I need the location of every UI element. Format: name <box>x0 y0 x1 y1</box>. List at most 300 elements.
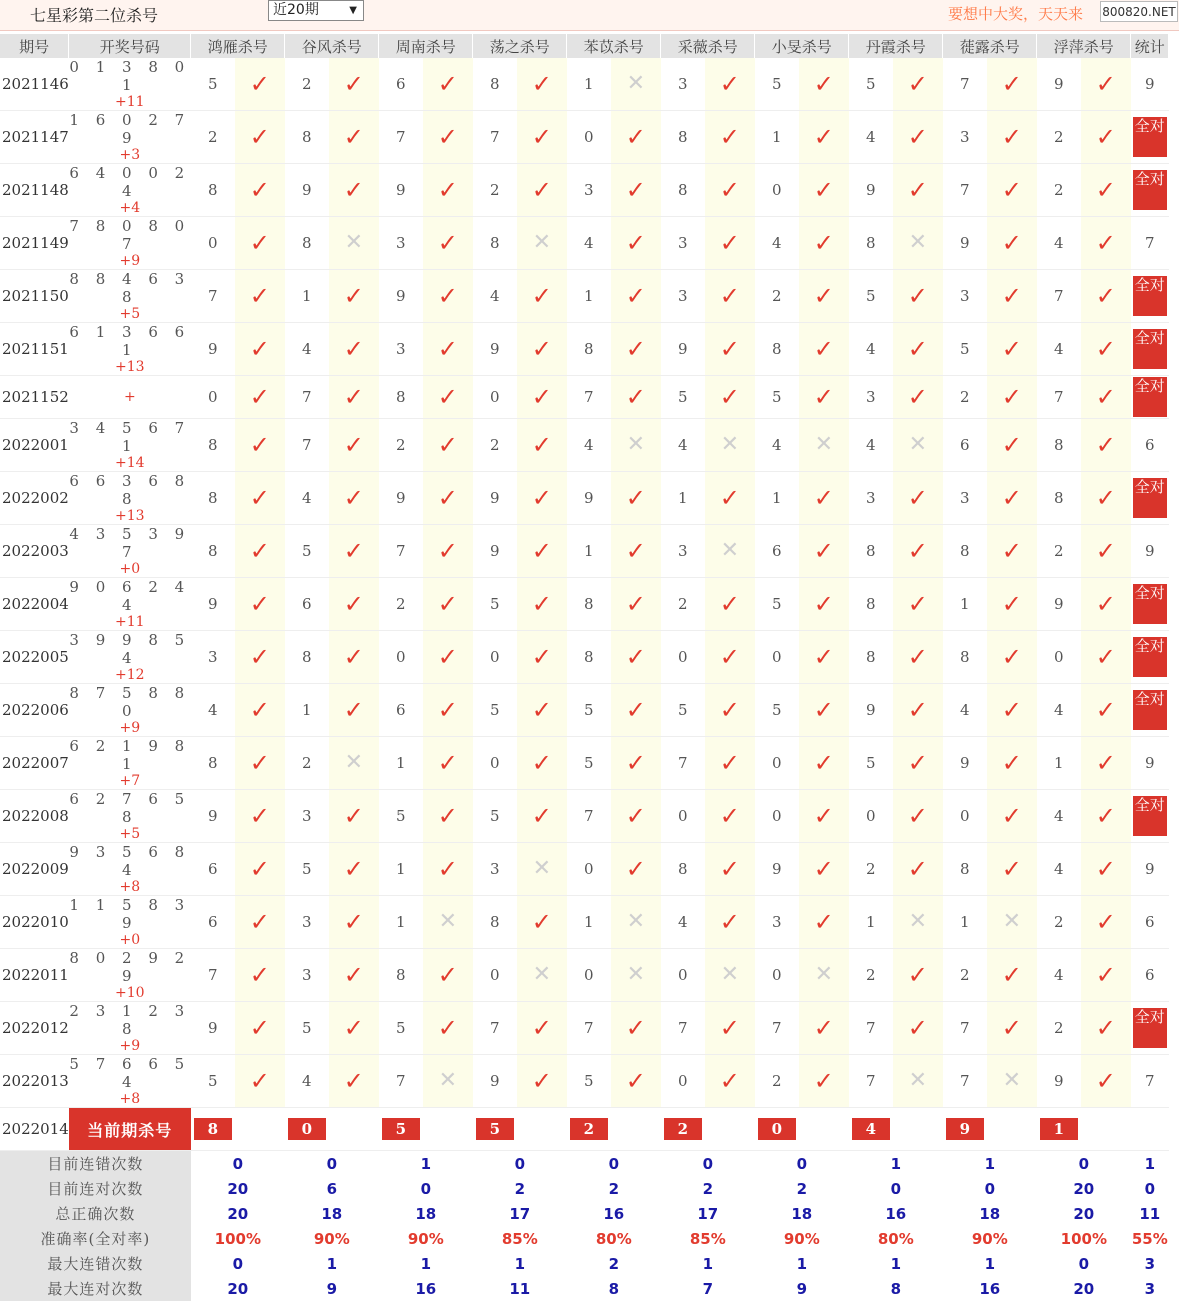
cross-icon: ✕ <box>987 896 1037 949</box>
check-icon: ✓ <box>987 790 1037 843</box>
stats-row <box>0 1151 1169 1177</box>
stats-value: 0 <box>796 1154 808 1173</box>
kill-number: 4 <box>567 217 611 270</box>
kill-number: 4 <box>849 419 893 472</box>
kill-number: 0 <box>473 949 517 1002</box>
row-stat <box>1131 164 1169 217</box>
cross-icon: ✕ <box>329 737 379 790</box>
cross-icon: ✕ <box>705 419 755 472</box>
kill-number: 9 <box>285 164 329 217</box>
kill-number: 0 <box>661 949 705 1002</box>
draw-numbers <box>69 684 191 737</box>
check-icon: ✓ <box>423 323 473 376</box>
check-icon: ✓ <box>1081 217 1131 270</box>
kill-number: 2 <box>755 270 799 323</box>
issue-number: 2021146 <box>0 58 69 111</box>
stats-value: 18 <box>791 1204 813 1223</box>
kill-number: 5 <box>755 376 799 419</box>
stats-value: 1 <box>890 1254 902 1273</box>
kill-number: 5 <box>285 843 329 896</box>
row-stat <box>1131 790 1169 843</box>
check-icon: ✓ <box>517 111 567 164</box>
issue-number: 2021149 <box>0 217 69 270</box>
draw-digits: 7 8 0 8 0 7 <box>69 217 191 253</box>
kill-number: 9 <box>191 790 235 843</box>
kill-number: 7 <box>661 1002 705 1055</box>
stats-label: 最大连错次数 <box>0 1251 191 1276</box>
all-right-badge: 全对 <box>1133 329 1167 369</box>
kill-number: 3 <box>943 270 987 323</box>
kill-number: 5 <box>567 1055 611 1108</box>
kill-number: 2 <box>473 419 517 472</box>
stats-value: 17 <box>509 1204 531 1223</box>
kill-number: 1 <box>379 737 423 790</box>
table-row <box>0 1002 1169 1055</box>
check-icon: ✓ <box>517 164 567 217</box>
stats-value: 3 <box>1144 1279 1156 1298</box>
stats-row <box>0 1201 1169 1226</box>
kill-number: 3 <box>191 631 235 684</box>
stats-row <box>0 1226 1169 1251</box>
check-icon: ✓ <box>705 1002 755 1055</box>
check-icon: ✓ <box>705 578 755 631</box>
table-row <box>0 896 1169 949</box>
stats-value: 17 <box>697 1204 719 1223</box>
issue-number: 2021152 <box>0 376 69 419</box>
row-stat <box>1131 1002 1169 1055</box>
kill-number: 1 <box>285 270 329 323</box>
cross-icon: ✕ <box>799 949 849 1002</box>
issue-number: 2022007 <box>0 737 69 790</box>
kill-number: 3 <box>473 843 517 896</box>
stats-value: 11 <box>509 1279 531 1298</box>
check-icon: ✓ <box>1081 1055 1131 1108</box>
check-icon: ✓ <box>517 896 567 949</box>
check-icon: ✓ <box>329 896 379 949</box>
row-stat: 6 <box>1131 896 1169 949</box>
kill-number: 6 <box>191 843 235 896</box>
cross-icon: ✕ <box>893 217 943 270</box>
current-kill-cell <box>755 1108 799 1151</box>
stats-label: 目前连错次数 <box>0 1151 191 1177</box>
kill-number: 9 <box>473 1055 517 1108</box>
kill-number: 3 <box>285 949 329 1002</box>
top-bar <box>0 0 1179 31</box>
issue-number: 2021151 <box>0 323 69 376</box>
kill-number: 7 <box>943 58 987 111</box>
check-icon: ✓ <box>329 843 379 896</box>
kill-number: 7 <box>379 111 423 164</box>
check-icon: ✓ <box>705 843 755 896</box>
stats-value: 20 <box>1073 1279 1095 1298</box>
row-stat: 9 <box>1131 58 1169 111</box>
check-icon: ✓ <box>517 631 567 684</box>
draw-digits: 8 7 5 8 8 0 <box>69 684 191 720</box>
draw-numbers <box>69 737 191 790</box>
column-header: 小旻杀号 <box>755 34 849 58</box>
check-icon: ✓ <box>799 843 849 896</box>
check-icon: ✓ <box>235 949 285 1002</box>
kill-number: 8 <box>849 578 893 631</box>
cross-icon: ✕ <box>799 419 849 472</box>
kill-number: 8 <box>943 631 987 684</box>
check-icon: ✓ <box>329 684 379 737</box>
draw-numbers <box>69 270 191 323</box>
check-icon: ✓ <box>329 525 379 578</box>
check-icon: ✓ <box>611 631 661 684</box>
check-icon: ✓ <box>893 58 943 111</box>
check-icon: ✓ <box>611 684 661 737</box>
kill-number: 4 <box>1037 684 1081 737</box>
table-row <box>0 631 1169 684</box>
cross-icon: ✕ <box>893 896 943 949</box>
table-row <box>0 525 1169 578</box>
kill-number: 0 <box>755 631 799 684</box>
draw-digits: 6 1 3 6 6 1 <box>69 323 191 359</box>
column-header: 荡之杀号 <box>473 34 567 58</box>
kill-number: 8 <box>661 111 705 164</box>
check-icon: ✓ <box>611 270 661 323</box>
check-icon: ✓ <box>987 578 1037 631</box>
kill-number: 5 <box>849 58 893 111</box>
check-icon: ✓ <box>517 578 567 631</box>
check-icon: ✓ <box>423 376 473 419</box>
check-icon: ✓ <box>517 1002 567 1055</box>
check-icon: ✓ <box>329 111 379 164</box>
kill-number: 4 <box>285 323 329 376</box>
kill-number: 3 <box>285 896 329 949</box>
issue-number: 2022011 <box>0 949 69 1002</box>
row-stat <box>1131 631 1169 684</box>
issue-number: 2021147 <box>0 111 69 164</box>
kill-number: 2 <box>191 111 235 164</box>
kill-number: 4 <box>1037 217 1081 270</box>
stats-value: 11 <box>1139 1204 1161 1223</box>
check-icon: ✓ <box>893 323 943 376</box>
promo-text: 要想中大奖，天天来 <box>948 5 1084 23</box>
kill-number: 1 <box>943 578 987 631</box>
stats-value: 2 <box>702 1179 714 1198</box>
table-row <box>0 790 1169 843</box>
current-kill-cell <box>1037 1108 1081 1151</box>
check-icon: ✓ <box>705 472 755 525</box>
draw-bonus: +9 <box>119 720 141 736</box>
check-icon: ✓ <box>893 376 943 419</box>
check-icon: ✓ <box>799 1055 849 1108</box>
check-icon: ✓ <box>893 525 943 578</box>
kill-number: 6 <box>191 896 235 949</box>
kill-number: 1 <box>943 896 987 949</box>
kill-number: 4 <box>1037 790 1081 843</box>
kill-number: 8 <box>379 949 423 1002</box>
check-icon: ✓ <box>611 737 661 790</box>
check-icon: ✓ <box>987 684 1037 737</box>
check-icon: ✓ <box>705 1055 755 1108</box>
check-icon: ✓ <box>1081 164 1131 217</box>
check-icon: ✓ <box>235 578 285 631</box>
kill-number: 7 <box>473 1002 517 1055</box>
draw-digits: 5 7 6 6 5 4 <box>69 1055 191 1091</box>
draw-digits: 9 0 6 2 4 4 <box>69 578 191 614</box>
draw-numbers <box>69 578 191 631</box>
kill-number: 7 <box>191 270 235 323</box>
kill-number: 5 <box>285 525 329 578</box>
check-icon: ✓ <box>799 323 849 376</box>
current-kill-number: 4 <box>852 1118 890 1140</box>
chevron-down-icon: ▼ <box>349 5 357 16</box>
all-right-badge: 全对 <box>1133 584 1167 624</box>
kill-number: 3 <box>379 323 423 376</box>
kill-number: 8 <box>567 631 611 684</box>
check-icon: ✓ <box>705 58 755 111</box>
kill-number: 3 <box>285 790 329 843</box>
period-select-value: 近20期 <box>273 2 319 18</box>
kill-number: 8 <box>285 217 329 270</box>
kill-number: 3 <box>755 896 799 949</box>
kill-number: 4 <box>755 419 799 472</box>
check-icon: ✓ <box>235 684 285 737</box>
draw-numbers <box>69 525 191 578</box>
check-icon: ✓ <box>893 949 943 1002</box>
stats-value: 90% <box>971 1229 1008 1248</box>
kill-number: 7 <box>849 1055 893 1108</box>
check-icon: ✓ <box>423 843 473 896</box>
kill-number: 8 <box>567 578 611 631</box>
kill-number: 3 <box>943 472 987 525</box>
check-icon: ✓ <box>987 111 1037 164</box>
kill-number: 9 <box>379 270 423 323</box>
kill-number: 1 <box>661 472 705 525</box>
check-icon: ✓ <box>893 164 943 217</box>
issue-number: 2022013 <box>0 1055 69 1108</box>
check-icon: ✓ <box>1081 896 1131 949</box>
current-stat-cell <box>1131 1108 1169 1151</box>
draw-numbers <box>69 419 191 472</box>
kill-number-table <box>0 34 1169 1301</box>
site-badge[interactable]: 800820.NET <box>1100 1 1178 22</box>
check-icon: ✓ <box>423 472 473 525</box>
kill-number: 9 <box>849 684 893 737</box>
stats-label: 目前连对次数 <box>0 1176 191 1201</box>
check-icon: ✓ <box>423 949 473 1002</box>
table-row <box>0 270 1169 323</box>
check-icon: ✓ <box>987 472 1037 525</box>
column-header: 统计 <box>1131 34 1169 58</box>
issue-number: 2022005 <box>0 631 69 684</box>
draw-bonus: +9 <box>119 1038 141 1054</box>
draw-digits: 0 1 3 8 0 1 <box>69 58 191 94</box>
check-icon: ✓ <box>893 1002 943 1055</box>
check-icon: ✓ <box>799 217 849 270</box>
stats-value: 0 <box>890 1179 902 1198</box>
check-icon: ✓ <box>611 323 661 376</box>
stats-value: 7 <box>702 1279 714 1298</box>
all-right-badge: 全对 <box>1133 170 1167 210</box>
check-icon: ✓ <box>611 217 661 270</box>
check-icon: ✓ <box>611 843 661 896</box>
check-icon: ✓ <box>987 323 1037 376</box>
check-icon: ✓ <box>1081 684 1131 737</box>
kill-number: 7 <box>1037 376 1081 419</box>
kill-number: 1 <box>567 896 611 949</box>
stats-value: 2 <box>608 1254 620 1273</box>
stats-value: 9 <box>326 1279 338 1298</box>
stats-value: 1 <box>984 1254 996 1273</box>
check-icon: ✓ <box>235 525 285 578</box>
kill-number: 4 <box>1037 323 1081 376</box>
draw-numbers <box>69 1055 191 1108</box>
kill-number: 2 <box>755 1055 799 1108</box>
issue-number: 2021148 <box>0 164 69 217</box>
stats-value: 8 <box>608 1279 620 1298</box>
check-icon: ✓ <box>423 217 473 270</box>
check-icon: ✓ <box>1081 376 1131 419</box>
kill-number: 7 <box>849 1002 893 1055</box>
stats-value: 100% <box>1060 1229 1107 1248</box>
column-header: 采薇杀号 <box>661 34 755 58</box>
kill-number: 7 <box>285 376 329 419</box>
kill-number: 4 <box>285 1055 329 1108</box>
stats-value: 0 <box>984 1179 996 1198</box>
kill-number: 0 <box>661 631 705 684</box>
kill-number: 7 <box>943 164 987 217</box>
kill-number: 1 <box>567 270 611 323</box>
kill-number: 0 <box>473 376 517 419</box>
draw-numbers <box>69 1002 191 1055</box>
stats-value: 1 <box>514 1254 526 1273</box>
kill-number: 9 <box>473 525 517 578</box>
kill-number: 8 <box>379 376 423 419</box>
check-icon: ✓ <box>517 684 567 737</box>
check-icon: ✓ <box>1081 949 1131 1002</box>
check-icon: ✓ <box>1081 1002 1131 1055</box>
check-icon: ✓ <box>893 270 943 323</box>
draw-digits: 6 6 3 6 8 8 <box>69 472 191 508</box>
check-icon: ✓ <box>799 790 849 843</box>
page-title: 七星彩第二位杀号 <box>30 6 159 25</box>
check-icon: ✓ <box>235 58 285 111</box>
kill-number: 9 <box>661 323 705 376</box>
stats-value: 0 <box>232 1254 244 1273</box>
kill-number: 6 <box>943 419 987 472</box>
check-icon: ✓ <box>987 270 1037 323</box>
kill-number: 5 <box>661 684 705 737</box>
kill-number: 7 <box>379 1055 423 1108</box>
check-icon: ✓ <box>611 164 661 217</box>
check-icon: ✓ <box>987 58 1037 111</box>
stats-value: 20 <box>227 1204 249 1223</box>
draw-bonus: +7 <box>119 773 141 789</box>
current-kill-number: 0 <box>758 1118 796 1140</box>
kill-number: 7 <box>661 737 705 790</box>
check-icon: ✓ <box>705 684 755 737</box>
check-icon: ✓ <box>705 631 755 684</box>
kill-number: 9 <box>191 1002 235 1055</box>
table-row <box>0 376 1169 419</box>
stats-value: 20 <box>227 1179 249 1198</box>
kill-number: 4 <box>661 419 705 472</box>
check-icon: ✓ <box>517 525 567 578</box>
stats-value: 9 <box>796 1279 808 1298</box>
current-kill-number: 5 <box>476 1118 514 1140</box>
kill-number: 9 <box>191 578 235 631</box>
table-row <box>0 949 1169 1002</box>
kill-number: 8 <box>567 323 611 376</box>
cross-icon: ✕ <box>611 896 661 949</box>
check-icon: ✓ <box>517 323 567 376</box>
draw-digits: 8 0 2 9 2 9 <box>69 949 191 985</box>
kill-number: 2 <box>1037 525 1081 578</box>
stats-row <box>0 1176 1169 1201</box>
draw-numbers <box>69 896 191 949</box>
draw-digits: 9 3 5 6 8 4 <box>69 843 191 879</box>
stats-value: 1 <box>420 1254 432 1273</box>
period-select[interactable] <box>268 0 364 21</box>
current-kill-cell <box>849 1108 893 1151</box>
check-icon: ✓ <box>1081 631 1131 684</box>
kill-number: 9 <box>379 164 423 217</box>
kill-number: 9 <box>473 323 517 376</box>
table-row <box>0 684 1169 737</box>
stats-row <box>0 1276 1169 1301</box>
kill-number: 4 <box>943 684 987 737</box>
kill-number: 0 <box>191 217 235 270</box>
column-header: 蓰露杀号 <box>943 34 1037 58</box>
check-icon: ✓ <box>799 270 849 323</box>
check-icon: ✓ <box>423 578 473 631</box>
kill-number: 0 <box>567 843 611 896</box>
check-icon: ✓ <box>235 631 285 684</box>
check-icon: ✓ <box>235 472 285 525</box>
kill-number: 1 <box>567 525 611 578</box>
kill-number: 3 <box>379 217 423 270</box>
check-icon: ✓ <box>517 472 567 525</box>
kill-number: 0 <box>567 111 611 164</box>
check-icon: ✓ <box>517 737 567 790</box>
kill-number: 2 <box>473 164 517 217</box>
kill-number: 4 <box>473 270 517 323</box>
check-icon: ✓ <box>235 376 285 419</box>
kill-number: 0 <box>661 790 705 843</box>
check-icon: ✓ <box>235 164 285 217</box>
current-kill-label: 当前期杀号 <box>69 1108 191 1151</box>
current-kill-cell <box>379 1108 423 1151</box>
row-stat <box>1131 376 1169 419</box>
kill-number: 8 <box>943 843 987 896</box>
check-icon: ✓ <box>423 164 473 217</box>
kill-number: 9 <box>1037 1055 1081 1108</box>
check-icon: ✓ <box>611 1002 661 1055</box>
all-right-badge: 全对 <box>1133 478 1167 518</box>
stats-value: 0 <box>702 1154 714 1173</box>
check-icon: ✓ <box>611 525 661 578</box>
check-icon: ✓ <box>517 419 567 472</box>
current-kill-cell <box>661 1108 705 1151</box>
current-kill-spacer <box>799 1108 849 1151</box>
cross-icon: ✕ <box>611 58 661 111</box>
current-kill-spacer <box>893 1108 943 1151</box>
kill-number: 2 <box>943 949 987 1002</box>
check-icon: ✓ <box>611 578 661 631</box>
check-icon: ✓ <box>423 58 473 111</box>
kill-number: 2 <box>1037 111 1081 164</box>
draw-digits: 2 3 1 2 3 8 <box>69 1002 191 1038</box>
draw-digits: 1 1 5 8 3 9 <box>69 896 191 932</box>
row-stat: 9 <box>1131 525 1169 578</box>
cross-icon: ✕ <box>611 949 661 1002</box>
kill-number: 8 <box>473 217 517 270</box>
check-icon: ✓ <box>517 58 567 111</box>
